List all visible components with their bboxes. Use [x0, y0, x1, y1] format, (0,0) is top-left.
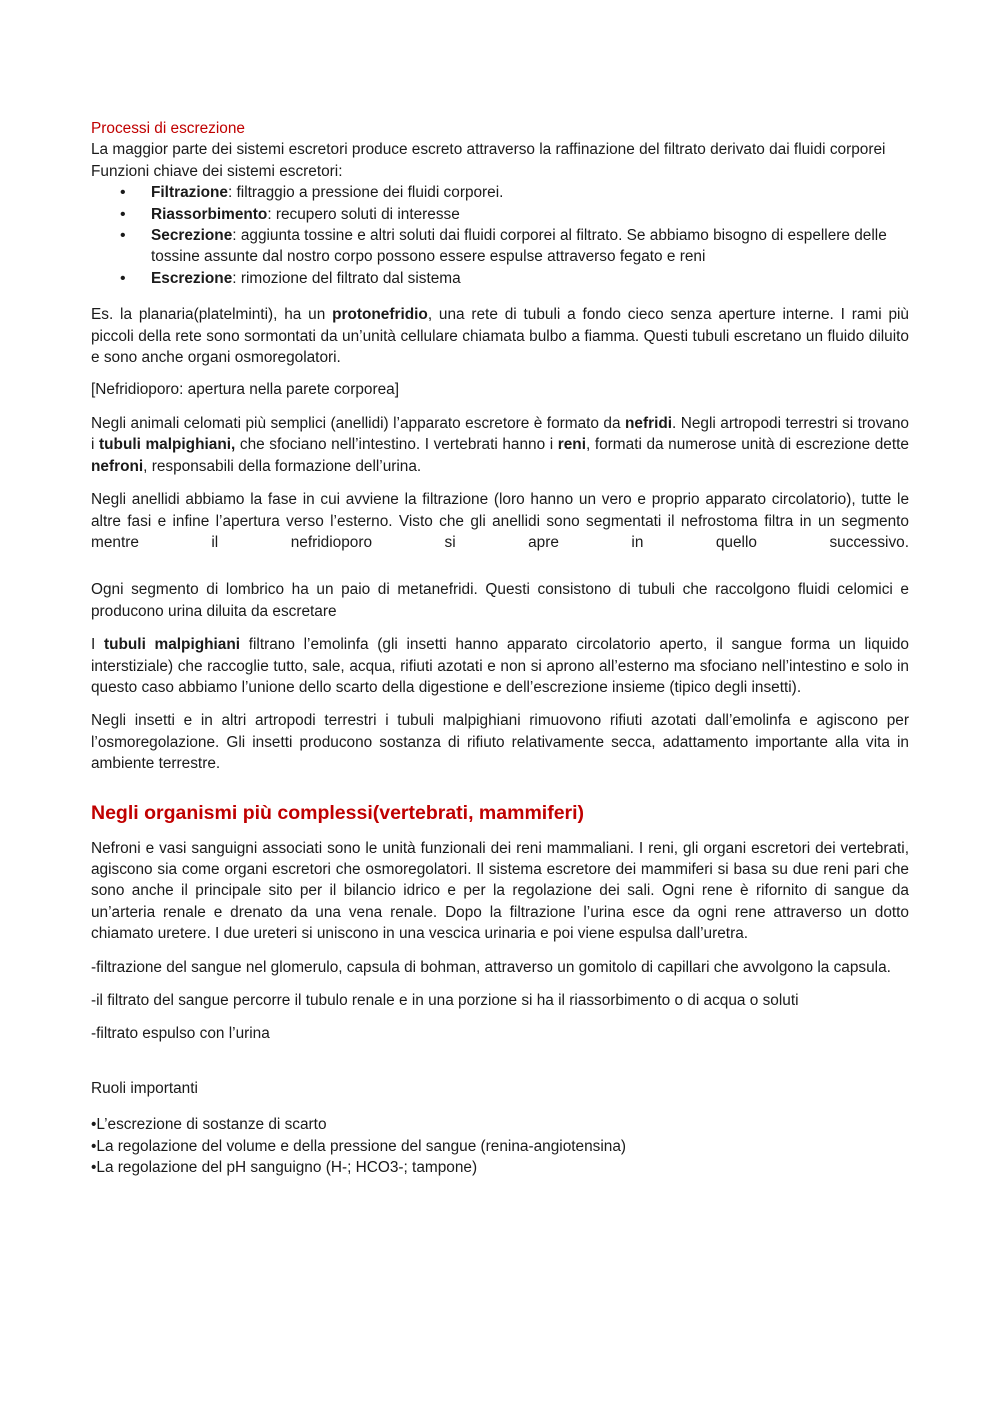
step-espulsione: -filtrato espulso con l’urina: [91, 1025, 270, 1043]
function-term: Secrezione: [151, 227, 233, 245]
text-run: , responsabili della formazione dell’urina.: [143, 457, 422, 475]
list-item: •La regolazione del pH sanguigno (H-; HCO3-; tampone): [91, 1159, 478, 1177]
function-term: Riassorbimento: [151, 205, 268, 223]
lombrico-paragraph: Ogni segmento di lombrico ha un paio di metanefridi. Questi consistono di tubuli che raccolgono fluidi celomici e producono urina diluita da escretare: [91, 581, 909, 620]
insetti-paragraph: Negli insetti e in altri artropodi terrestri i tubuli malpighiani rimuovono rifiuti azotati dall’emolinfa e agiscono per l’osmoregolazione. Gli insetti producono sostanza di rifiuto relativamente secca, adattamento importante alla vita in ambiente terrestre.: [91, 712, 909, 773]
document-page: [91, 118, 909, 1178]
list-item: [91, 225, 909, 268]
function-desc: : filtraggio a pressione dei fluidi corporei.: [227, 184, 504, 202]
bold-term: nefridi: [625, 414, 673, 432]
section-title-processi: Processi di escrezione: [91, 120, 245, 137]
function-desc: : recupero soluti di interesse: [267, 205, 460, 223]
text-run: . Negli artropodi terrestri si trovano i: [91, 414, 909, 454]
key-functions-label: Funzioni chiave dei sistemi escretori:: [91, 162, 343, 180]
text-run: Es. la planaria(platelminti), ha un: [91, 306, 333, 324]
step-filtrazione: -filtrazione del sangue nel glomerulo, capsula di bohman, attraverso un gomitolo di capillari che avvolgono la capsula.: [91, 958, 891, 976]
bold-term: protonefridio: [332, 306, 428, 324]
step-riassorbimento: -il filtrato del sangue percorre il tubulo renale e in una porzione si ha il riassorbimento o di acqua o soluti: [91, 992, 799, 1009]
section-title-organismi: Negli organismi più complessi(vertebrati, mammiferi): [91, 801, 585, 824]
bold-term: nefroni: [91, 457, 144, 475]
function-desc: : rimozione del filtrato dal sistema: [232, 269, 461, 287]
celomati-paragraph: [91, 413, 909, 477]
roles-title: Ruoli importanti: [91, 1079, 198, 1097]
planaria-paragraph: [91, 304, 909, 368]
text-run: , una rete di tubuli a fondo cieco senza aperture interne. I rami più piccoli della rete sono sormontati da un’unità cellulare chiamata bulbo a fiamma. Questi tubuli escretano un fluido diluito e sono anche organi osmoregolatori.: [91, 306, 909, 367]
anellidi-paragraph: Negli anellidi abbiamo la fase in cui avviene la filtrazione (loro hanno un vero e proprio apparato circolatorio), tutte le altre fasi e infine l’apertura verso l’esterno. Visto che gli anellidi sono segmentati il nefrostoma filtra in un segmento mentre il nefridioporo si apre in quello successivo.: [91, 491, 909, 551]
list-item: [91, 204, 909, 225]
list-item: [91, 182, 909, 203]
bold-term: reni: [557, 436, 586, 454]
text-run: I: [91, 636, 104, 654]
text-run: filtrano l’emolinfa (gli insetti hanno apparato circolatorio aperto, il sangue forma un liquido interstiziale) che raccoglie tutto, sale, acqua, rifiuti azotati e non si aprono all’esterno ma sfociano nell’intestino e solo in questo caso abbiamo l’unione dello scarto della digestione e dell’escrezione insieme (tipico degli insetti).: [91, 636, 909, 696]
nefridioporo-note: [Nefridioporo: apertura nella parete corporea]: [91, 381, 399, 399]
function-term: Filtrazione: [151, 184, 228, 202]
function-desc: : aggiunta tossine e altri soluti dai fluidi corporei al filtrato. Se abbiamo bisogno di espellere delle tossine assunte dal nostro corpo possono essere espulse attraverso fegato e reni: [151, 227, 887, 266]
list-item: [91, 268, 909, 289]
bold-term: tubuli malpighiani,: [99, 436, 236, 454]
text-run: Negli animali celomati più semplici (anellidi) l’apparato escretore è formato da: [91, 414, 625, 432]
text-run: , formati da numerose unità di escrezione dette: [585, 436, 909, 454]
text-run: che sfociano nell’intestino. I vertebrati hanno i: [235, 436, 558, 454]
nefroni-paragraph: Nefroni e vasi sanguigni associati sono le unità funzionali dei reni mammaliani. I reni, gli organi escretori dei vertebrati, agiscono sia come organi escretori che osmoregolatori. Il sistema escretore dei mammiferi si basa su due reni pari che sono anche il principale sito per il bilancio idrico e per la regolazione dei sali. Ogni rene è rifornito di sangue da un’arteria renale e drenato da una vena renale. Dopo la filtrazione l’urina esce da ogni rene attraverso un dotto chiamato uretere. I due ureteri si uniscono in una vescica urinaria e poi viene espulsa dall’uretra.: [91, 839, 909, 943]
list-item: •L’escrezione di sostanze di scarto: [91, 1116, 327, 1134]
functions-list: [91, 182, 909, 289]
intro-paragraph: La maggior parte dei sistemi escretori produce escreto attraverso la raffinazione del filtrato derivato dai fluidi corporei: [91, 141, 886, 159]
function-term: Escrezione: [151, 269, 233, 287]
list-item: •La regolazione del volume e della pressione del sangue (renina-angiotensina): [91, 1137, 627, 1155]
bold-term: tubuli malpighiani: [103, 636, 241, 654]
roles-list: [91, 1114, 909, 1178]
malpighiani-paragraph: [91, 634, 909, 698]
